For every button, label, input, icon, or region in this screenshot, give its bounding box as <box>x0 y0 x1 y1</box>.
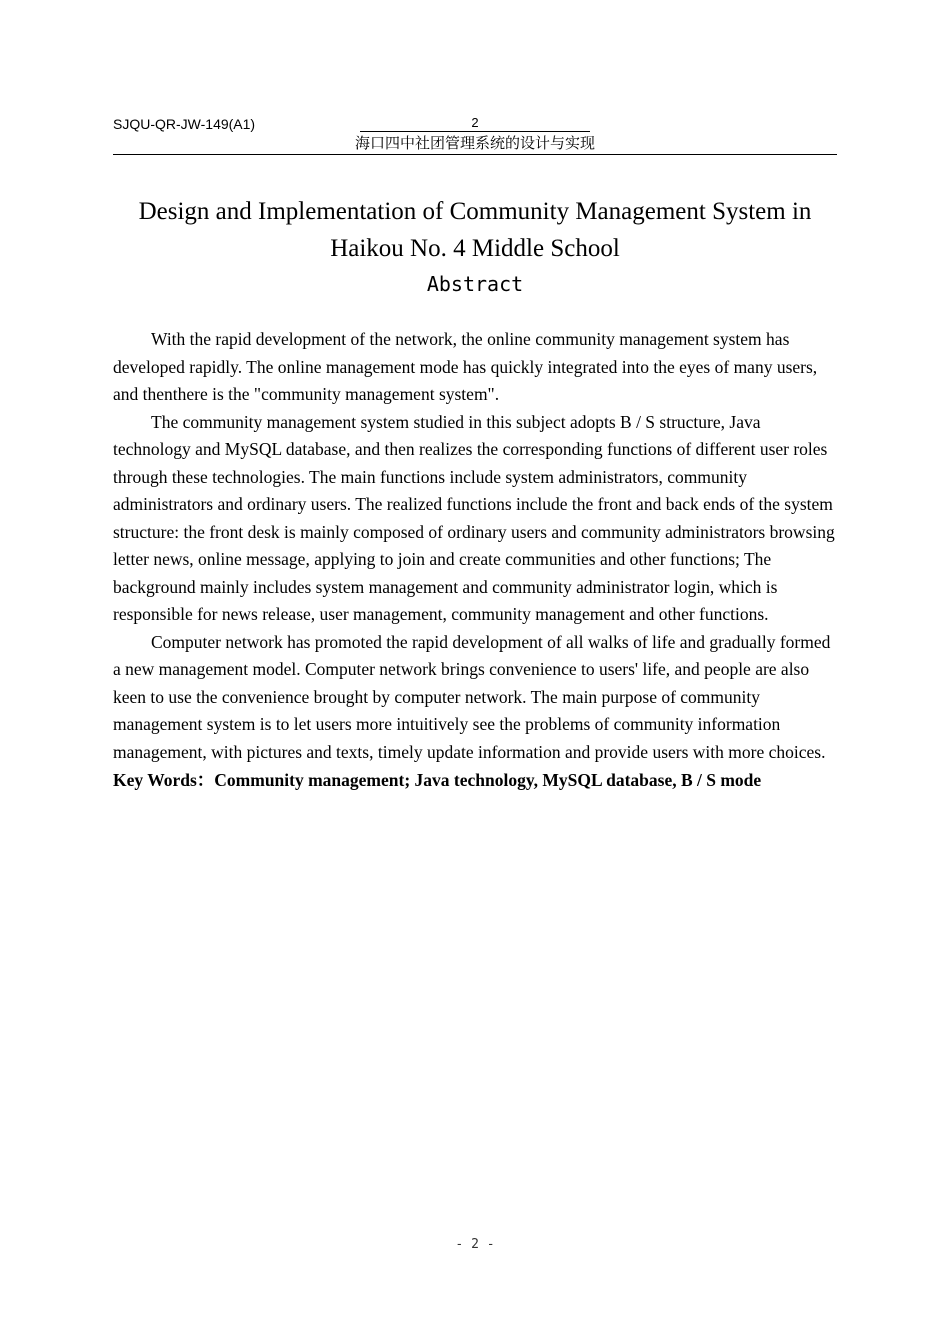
abstract-paragraph: Computer network has promoted the rapid development of all walks of life and gradually formed a new management model. Computer network brings convenience to users' life, and people are also keen to use the convenience brought by computer network. The main purpose of community management system is to let users more intuitively see the problems of community information management, with pictures and texts, timely update information and provide users with more choices. <box>113 631 831 762</box>
footer-page-number: - 2 - <box>455 1237 495 1252</box>
document-code: SJQU-QR-JW-149(A1) <box>113 116 256 132</box>
running-header-title: 海口四中社团管理系统的设计与实现 <box>113 134 837 155</box>
header-page-number: 2 <box>360 115 590 132</box>
abstract-heading: Abstract <box>426 272 524 296</box>
keywords-line: Key Words：Community management; Java technology, MySQL database, B / S mode <box>113 770 762 790</box>
abstract-paragraph: The community management system studied in this subject adopts B / S structure, Java technology and MySQL database, and then realizes the corresponding functions of different user roles through these technologies. The main functions include system administrators, community administrators and ordinary users. The realized functions include the front and back ends of the system structure: the front desk is mainly composed of ordinary users and community administrators browsing letter news, online message, applying to join and create communities and other functions; The background mainly includes system management and community administrator login, which is responsible for news release, user management, community management and other functions. <box>113 411 835 624</box>
paper-title: Design and Implementation of Community Management System in Haikou No. 4 Middle School <box>138 198 812 262</box>
abstract-body <box>113 326 837 795</box>
abstract-paragraph: With the rapid development of the network, the online community management system has developed rapidly. The online management mode has quickly integrated into the eyes of many users, and thenthere is the "community management system". <box>113 329 818 404</box>
